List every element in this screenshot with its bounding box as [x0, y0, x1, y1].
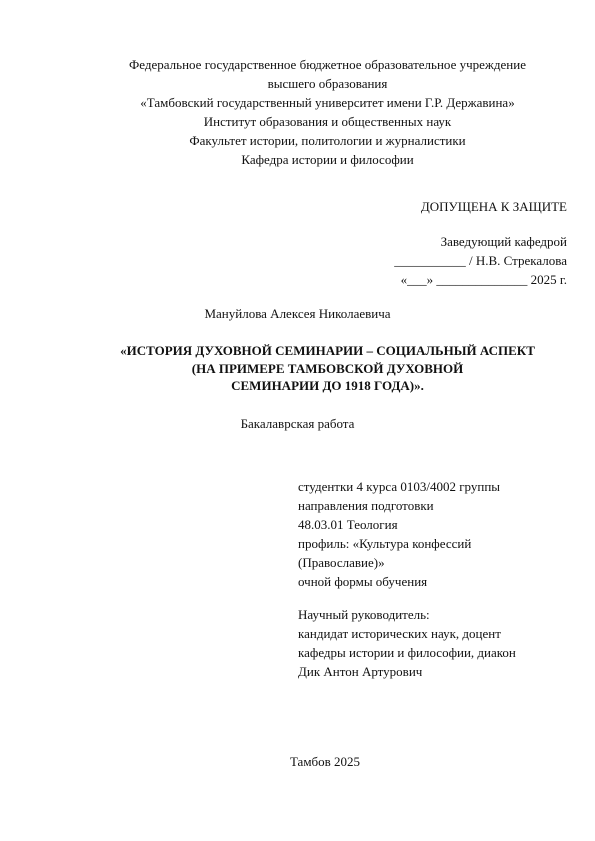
supervisor-line: Дик Антон Артурович — [298, 664, 423, 679]
institution-line: высшего образования — [267, 76, 388, 91]
student-info-line: (Православие)» — [298, 555, 385, 570]
city-year: Тамбов 2025 — [289, 754, 361, 769]
student-info-line: студентки 4 курса 0103/4002 группы — [298, 479, 501, 494]
institution-line: Кафедра истории и философии — [241, 152, 414, 167]
student-info-line: профиль: «Культура конфессий — [298, 536, 472, 551]
work-type: Бакалаврская работа — [240, 416, 355, 431]
thesis-title-line: СЕМИНАРИИ ДО 1918 ГОДА)». — [231, 378, 424, 393]
student-info-line: 48.03.01 Теология — [298, 517, 398, 532]
approval-date-line: «___» ______________ 2025 г. — [400, 272, 567, 287]
institution-line: Факультет истории, политологии и журналистики — [189, 133, 466, 148]
thesis-title-line: «ИСТОРИЯ ДУХОВНОЙ СЕМИНАРИИ – СОЦИАЛЬНЫЙ АСПЕКТ — [120, 343, 535, 358]
institution-line: Федеральное государственное бюджетное образовательное учреждение — [129, 57, 526, 72]
institution-line: Институт образования и общественных наук — [203, 114, 452, 129]
supervisor-info — [298, 605, 516, 681]
institution-line: «Тамбовский государственный университет имени Г.Р. Державина» — [140, 95, 515, 110]
approval-position: Заведующий кафедрой — [440, 234, 567, 249]
approval-block — [394, 232, 567, 289]
institution-header — [60, 55, 595, 169]
thesis-title-line: (НА ПРИМЕРЕ ТАМБОВСКОЙ ДУХОВНОЙ — [191, 360, 464, 376]
student-info-line: направления подготовки — [298, 498, 434, 513]
approval-signature-line: ___________ / Н.В. Стрекалова — [394, 253, 567, 268]
author-name: Мануйлова Алексея Николаевича — [204, 306, 391, 321]
supervisor-line: Научный руководитель: — [298, 607, 430, 622]
thesis-title — [60, 342, 595, 395]
supervisor-line: кафедры истории и философии, диакон — [298, 645, 516, 660]
approval-heading: ДОПУЩЕНА К ЗАЩИТЕ — [420, 199, 567, 214]
student-info-line: очной формы обучения — [298, 574, 428, 589]
student-info — [298, 477, 500, 591]
supervisor-line: кандидат исторических наук, доцент — [298, 626, 501, 641]
